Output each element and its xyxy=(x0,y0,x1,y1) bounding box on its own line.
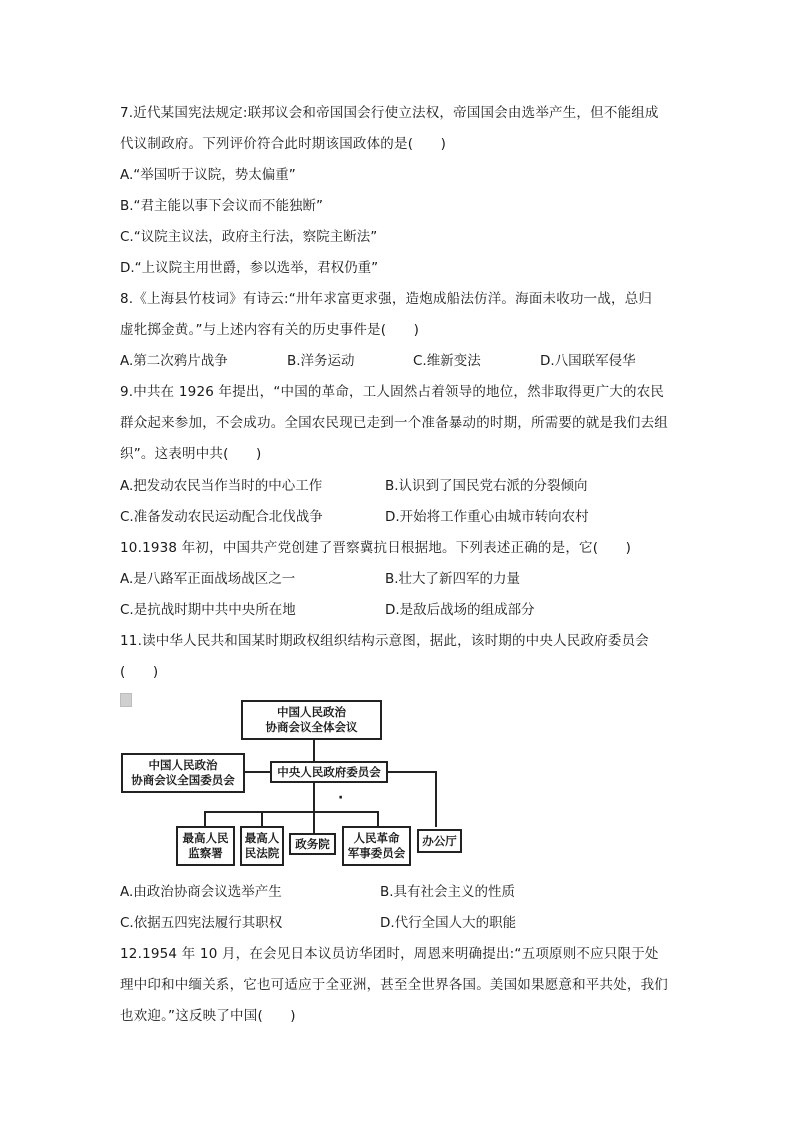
connector-drop-4 xyxy=(377,811,379,827)
q7-stem-line2: 代议制政府。下列评价符合此时期该国政体的是( ) xyxy=(120,136,447,152)
connector-drop-2 xyxy=(261,811,263,827)
q8-option-c: C.维新变法 xyxy=(413,353,481,369)
broken-image-icon xyxy=(120,693,132,707)
q10-option-d: D.是敌后战场的组成部分 xyxy=(385,602,535,618)
box-cppcc-national-committee-line2: 协商会议全国委员会 xyxy=(131,773,235,787)
box-supreme-procuratorate xyxy=(176,826,235,866)
q8-option-a: A.第二次鸦片战争 xyxy=(120,353,228,369)
connector-center-down xyxy=(313,782,315,812)
connector-drop-1 xyxy=(204,811,206,827)
q9-option-b: B.认识到了国民党右派的分裂倾向 xyxy=(385,478,588,494)
box-state-council xyxy=(289,833,336,855)
q9-stem-line3: 织”。这表明中共( ) xyxy=(120,446,262,462)
connector-top-center xyxy=(313,738,315,762)
box-military-commission-line1: 人民革命 xyxy=(353,831,400,845)
box-cppcc-national-committee xyxy=(121,753,245,793)
box-central-government-council-label: 中央人民政府委员会 xyxy=(277,764,381,779)
q11-option-d: D.代行全国人大的职能 xyxy=(380,915,517,931)
box-cppcc-plenary-line2: 协商会议全体会议 xyxy=(265,720,358,734)
box-cppcc-national-committee-line1: 中国人民政治 xyxy=(148,758,218,772)
q7-option-b: B.“君主能以事下会议而不能独断” xyxy=(120,198,324,214)
q11-option-b: B.具有社会主义的性质 xyxy=(380,884,516,900)
q10-option-c: C.是抗战时期中共中央所在地 xyxy=(120,602,296,618)
q12-stem-line2: 理中印和中缅关系，它也可适应于全亚洲，甚至全世界各国。美国如果愿意和平共处，我们 xyxy=(120,977,668,993)
connector-left-center xyxy=(244,771,272,773)
box-central-government-council xyxy=(270,761,388,783)
q8-stem-line1: 8.《上海县竹枝词》有诗云:“卅年求富更求强，造炮成船法仿洋。海面未收功一战，总归 xyxy=(120,291,653,307)
box-cppcc-plenary xyxy=(241,700,382,740)
connector-center-right xyxy=(386,771,436,773)
box-supreme-court xyxy=(240,826,284,866)
q9-option-d: D.开始将工作重心由城市转向农村 xyxy=(385,509,589,525)
q7-option-c: C.“议院主议法，政府主行法，察院主断法” xyxy=(120,229,378,245)
q10-option-b: B.壮大了新四军的力量 xyxy=(385,571,521,587)
box-supreme-procuratorate-line2: 监察署 xyxy=(188,846,223,860)
connector-right-down xyxy=(435,771,437,827)
q12-stem-line3: 也欢迎。”这反映了中国( ) xyxy=(120,1008,296,1024)
q8-option-d: D.八国联军侵华 xyxy=(540,353,636,369)
box-general-office xyxy=(417,829,462,853)
box-cppcc-plenary-line1: 中国人民政治 xyxy=(277,705,346,719)
q11-option-c: C.依据五四宪法履行其职权 xyxy=(120,915,283,931)
connector-horizontal-bus xyxy=(204,811,378,813)
q9-stem-line2: 群众起来参加，不会成功。全国农民现已走到一个准备暴动的时期，所需要的就是我们去组 xyxy=(120,415,668,431)
q10-option-a: A.是八路军正面战场战区之一 xyxy=(120,571,296,587)
box-military-commission-line2: 军事委员会 xyxy=(347,846,406,860)
diagram-dot: · xyxy=(338,790,344,806)
box-general-office-label: 办公厅 xyxy=(422,833,457,848)
q12-stem-line1: 12.1954 年 10 月，在会见日本议员访华团时，周恩来明确提出:“五项原则不应只限于处 xyxy=(120,946,659,962)
box-supreme-court-line2: 民法院 xyxy=(244,846,280,860)
q9-stem-line1: 9.中共在 1926 年提出，“中国的革命，工人固然占着领导的地位，然非取得更广大的农民 xyxy=(120,384,665,400)
q7-option-a: A.“举国听于议院，势太偏重” xyxy=(120,167,296,183)
q11-option-a: A.由政治协商会议选举产生 xyxy=(120,884,282,900)
q7-option-d: D.“上议院主用世爵，参以选举，君权仍重” xyxy=(120,260,379,276)
q10-stem-line1: 10.1938 年初，中国共产党创建了晋察冀抗日根据地。下列表述正确的是，它( ) xyxy=(120,540,632,556)
q8-stem-line2: 虚牝掷金黄。”与上述内容有关的历史事件是( ) xyxy=(120,322,420,338)
box-military-commission xyxy=(342,826,411,866)
box-state-council-label: 政务院 xyxy=(295,836,330,851)
box-supreme-procuratorate-line1: 最高人民 xyxy=(182,831,229,845)
q7-stem-line1: 7.近代某国宪法规定:联邦议会和帝国国会行使立法权，帝国国会由选举产生，但不能组成 xyxy=(120,105,659,121)
connector-drop-3 xyxy=(313,811,315,833)
q11-stem-line2: ( ) xyxy=(120,664,159,680)
q11-stem-line1: 11.读中华人民共和国某时期政权组织结构示意图，据此，该时期的中央人民政府委员会 xyxy=(120,633,649,649)
q9-option-c: C.准备发动农民运动配合北伐战争 xyxy=(120,509,323,525)
box-supreme-court-line1: 最高人 xyxy=(244,831,280,845)
q8-option-b: B.洋务运动 xyxy=(287,353,355,369)
q9-option-a: A.把发动农民当作当时的中心工作 xyxy=(120,478,323,494)
